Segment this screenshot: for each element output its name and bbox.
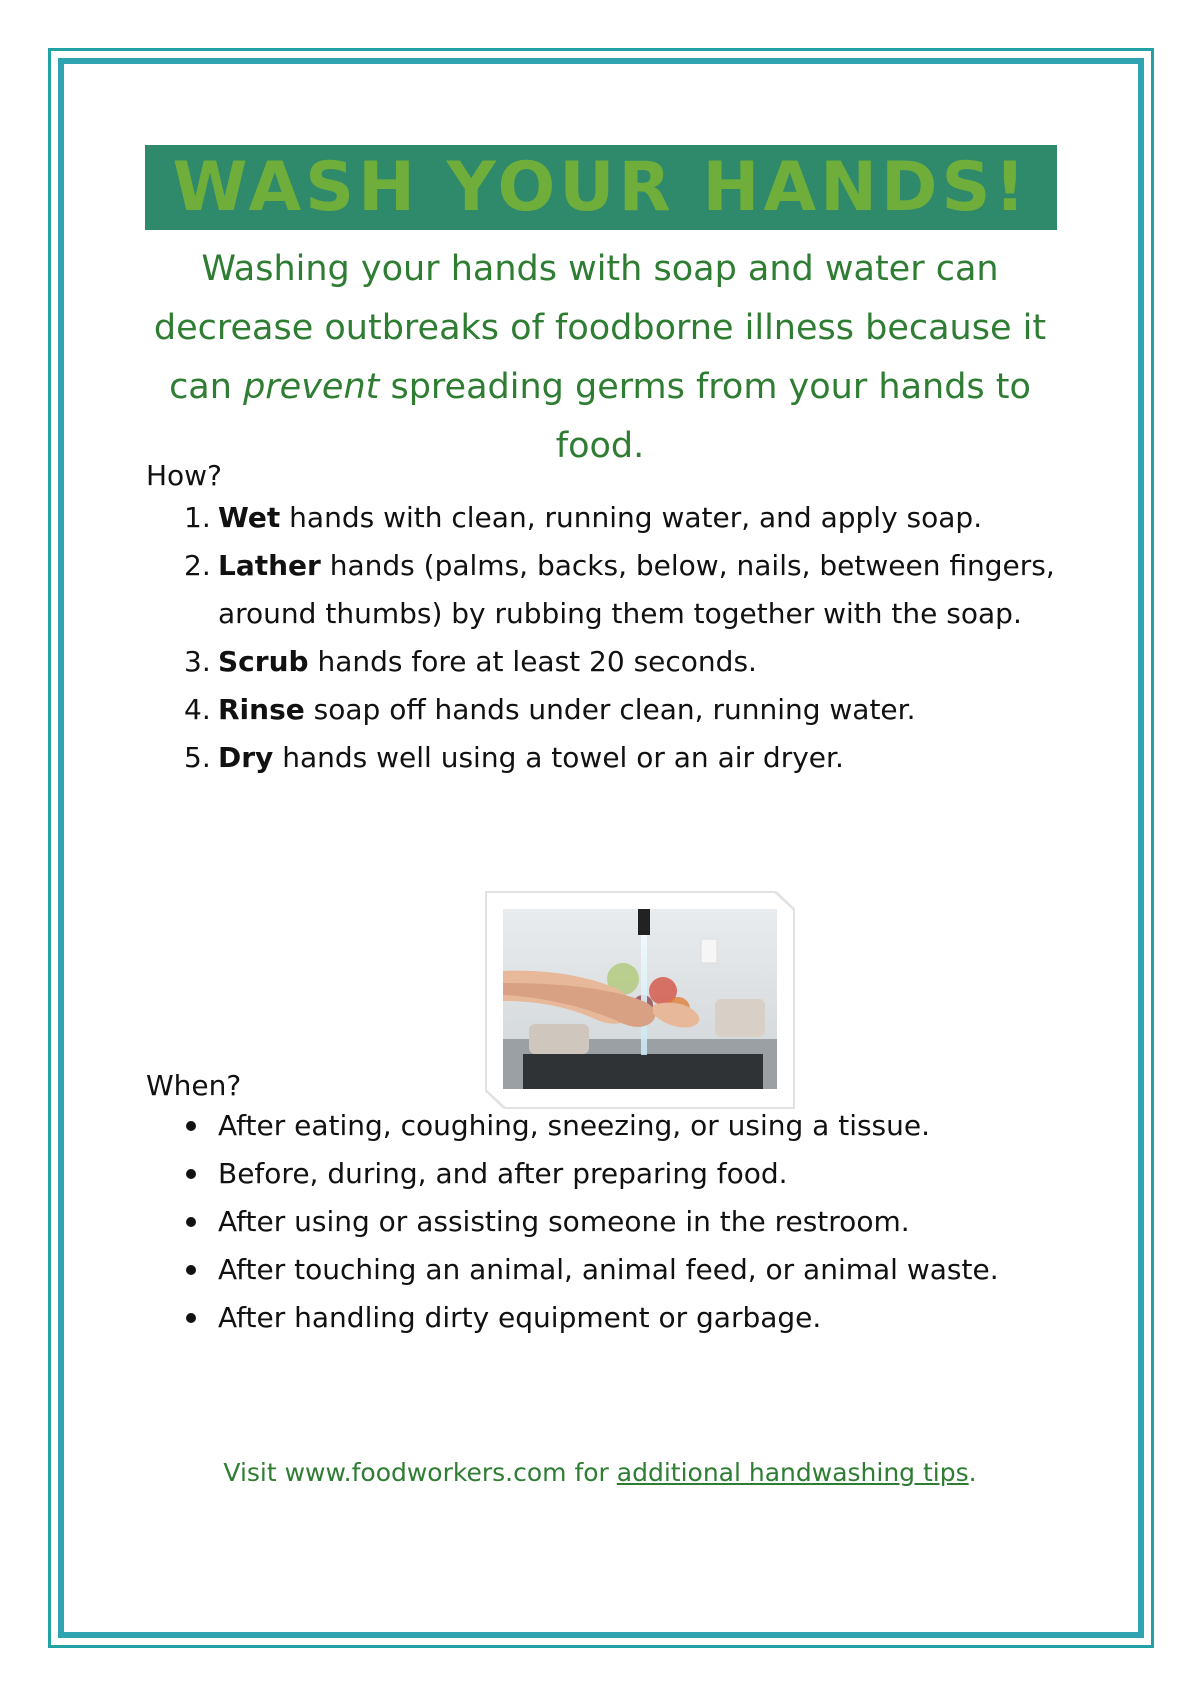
handwashing-photo <box>503 909 777 1089</box>
when-heading: When? <box>146 1069 242 1102</box>
step-item <box>146 686 1066 734</box>
step-item <box>146 494 1066 542</box>
step-keyword: Scrub <box>218 645 309 678</box>
intro-text-part1: Washing your hands with soap and water can decrease outbreaks of foodborne illness because it can <box>153 249 1047 407</box>
list-item <box>146 1294 1066 1342</box>
bullet-icon <box>186 1217 196 1227</box>
title-banner <box>145 145 1057 230</box>
step-item <box>146 734 1066 782</box>
list-item-text: After eating, coughing, sneezing, or using a tissue. <box>218 1109 931 1142</box>
how-heading: How? <box>146 459 222 492</box>
handwashing-photo-card <box>487 893 793 1107</box>
step-text: hands with clean, running water, and apply soap. <box>280 501 983 534</box>
step-number: 3. <box>184 645 211 678</box>
list-item-text: Before, during, and after preparing food. <box>218 1157 788 1190</box>
step-keyword: Wet <box>218 501 281 534</box>
bullet-icon <box>186 1313 196 1323</box>
footer-prefix: Visit www.foodworkers.com for <box>223 1458 617 1487</box>
footer-suffix: . <box>968 1458 977 1487</box>
list-item-text: After handling dirty equipment or garbage. <box>218 1301 822 1334</box>
bullet-icon <box>186 1265 196 1275</box>
bullet-icon <box>186 1169 196 1179</box>
bullet-icon <box>186 1121 196 1131</box>
step-keyword: Lather <box>218 549 321 582</box>
list-item-text: After using or assisting someone in the restroom. <box>218 1205 910 1238</box>
list-item <box>146 1102 1066 1150</box>
list-item <box>146 1198 1066 1246</box>
intro-paragraph <box>130 240 1070 476</box>
intro-emphasis: prevent <box>243 367 380 407</box>
step-number: 1. <box>184 501 211 534</box>
step-number: 4. <box>184 693 211 726</box>
step-text: hands well using a towel or an air dryer. <box>273 741 844 774</box>
list-item <box>146 1150 1066 1198</box>
page-title: WASH YOUR HANDS! <box>172 148 1030 227</box>
list-item-text: After touching an animal, animal feed, or animal waste. <box>218 1253 999 1286</box>
step-number: 2. <box>184 549 211 582</box>
step-item <box>146 542 1066 638</box>
list-item <box>146 1246 1066 1294</box>
step-keyword: Dry <box>218 741 274 774</box>
step-text: soap off hands under clean, running water. <box>304 693 916 726</box>
step-number: 5. <box>184 741 211 774</box>
step-text: hands (palms, backs, below, nails, between fingers, around thumbs) by rubbing them together with the soap. <box>218 549 1055 630</box>
when-list <box>146 1102 1066 1342</box>
how-steps-list <box>146 494 1066 782</box>
step-item <box>146 638 1066 686</box>
footer-note <box>130 1458 1070 1487</box>
step-text: hands fore at least 20 seconds. <box>308 645 757 678</box>
handwashing-tips-link[interactable]: additional handwashing tips <box>616 1458 969 1487</box>
intro-text-part2: spreading germs from your hands to food. <box>379 367 1031 466</box>
step-keyword: Rinse <box>218 693 305 726</box>
